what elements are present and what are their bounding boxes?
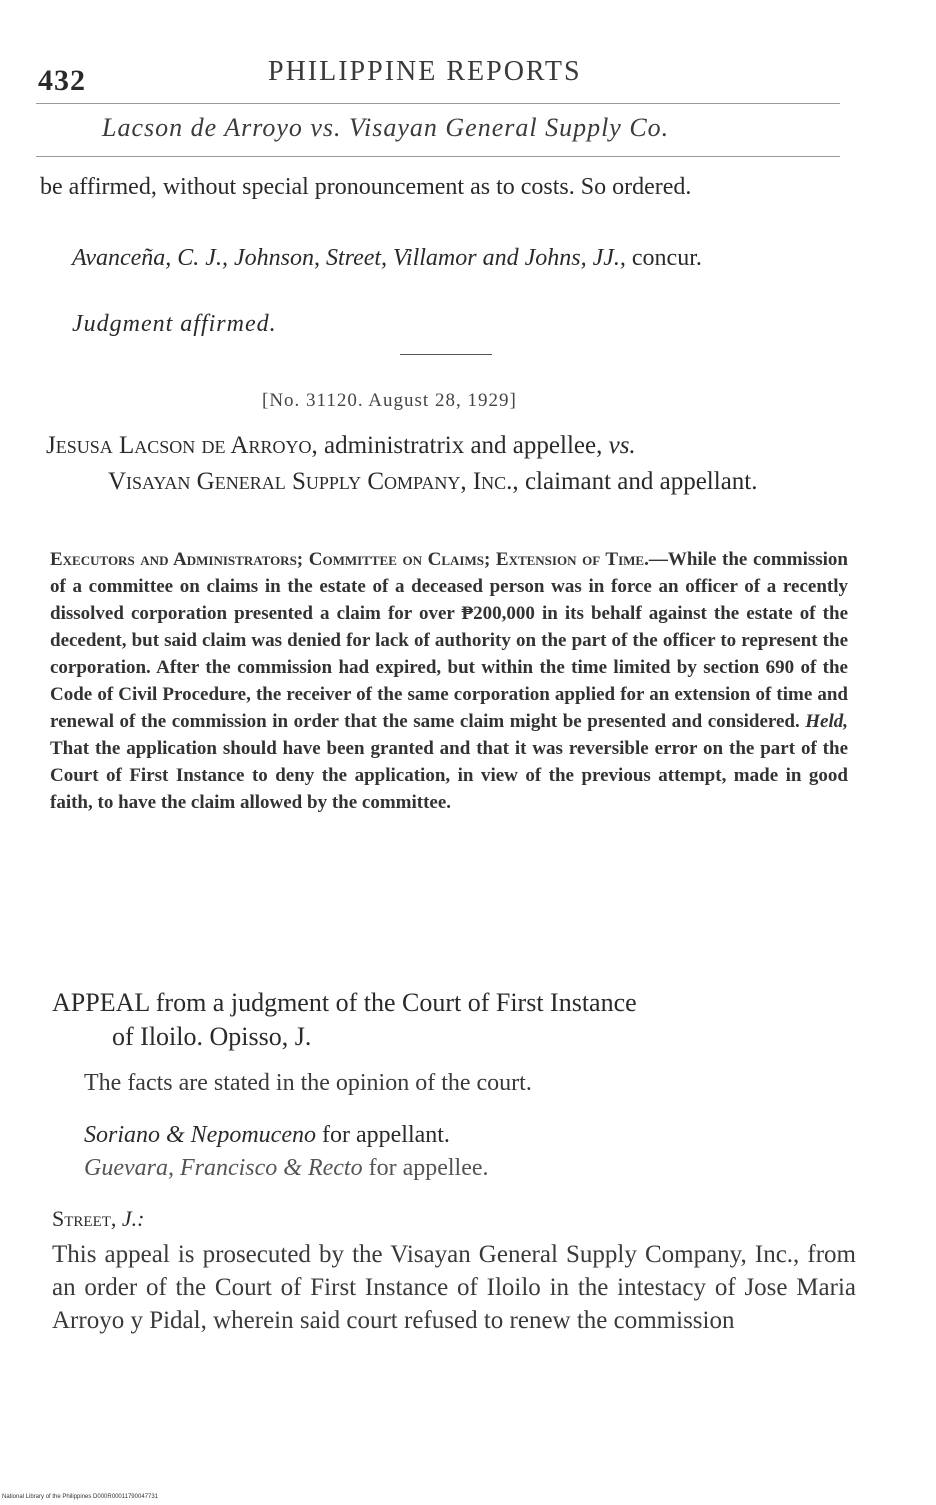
syllabus-heading: Executors and Administrators; Committee on Claims; Extension of Time.: [50, 549, 649, 570]
counsel-appellant-names: Soriano & Nepomuceno: [84, 1122, 316, 1148]
appeal-statement: [52, 986, 852, 1054]
opinion-text: This appeal is prosecuted by the Visayan General Supply Company, Inc., from an order of the Court of First Instance of Iloilo in the intestacy of Jose Maria Arroyo y Pidal, wherein said court refused to renew the commission: [52, 1241, 856, 1334]
appeal-line-2: of Iloilo. Opisso, J.: [112, 1022, 312, 1051]
case-parties: [46, 428, 846, 500]
syllabus-text-part1: While the commission of a committee on claims in the estate of a deceased person was in force an officer of a recently dissolved corporation presented a claim for over ₱200,000 in its behalf against the estate of the decedent, but said claim was denied for lack of authority on the part of the officer to represent the corporation. After the commission had expired, but within the time limited by section 690 of the Code of Civil Procedure, the receiver of the same corporation applied for an extension of time and renewal of the commission in order that the same claim might be presented and considered.: [50, 549, 848, 732]
counsel-appellant-role: for appellant.: [321, 1122, 450, 1148]
header-rule: [36, 103, 840, 104]
prior-case-closing: be affirmed, without special pronouncement as to costs. So ordered.: [40, 174, 692, 200]
versus: vs.: [608, 432, 636, 459]
opinion-author-name: Street,: [52, 1206, 117, 1231]
counsel-appellee-role: for appellee.: [368, 1155, 489, 1181]
concurring-judges: Avanceña, C. J., Johnson, Street, Villamor and Johns, JJ.,: [72, 245, 626, 271]
facts-statement: The facts are stated in the opinion of the court.: [84, 1070, 532, 1096]
party-appellant-role: claimant and appellant.: [524, 468, 758, 495]
syllabus-dash: —: [648, 549, 668, 570]
party-appellee-name: Jesusa Lacson de Arroyo,: [46, 432, 318, 459]
syllabus-text-part2: That the application should have been granted and that it was reversible error on the part of the Court of First Instance to deny the application, in view of the previous attempt, made in good faith, to have the claim allowed by the committee.: [50, 738, 848, 813]
counsel-appellee-names: Guevara, Francisco & Recto: [84, 1155, 363, 1181]
section-divider: [400, 354, 492, 355]
party-appellant: [46, 464, 846, 500]
docket-number: [No. 31120. August 28, 1929]: [262, 390, 517, 411]
scan-credit: National Library of the Philippines D000R00011790047731: [2, 1494, 158, 1500]
concur-word: concur.: [631, 245, 702, 271]
case-running-title: Lacson de Arroyo vs. Visayan General Supply Co.: [102, 113, 670, 142]
counsel-appellee: [84, 1155, 489, 1182]
opinion-author-title: J.:: [121, 1206, 145, 1231]
counsel-appellant: [84, 1122, 450, 1149]
page-number: 432: [38, 64, 86, 97]
appeal-line-1: APPEAL from a judgment of the Court of First Instance: [52, 988, 637, 1017]
running-title: PHILIPPINE REPORTS: [268, 56, 582, 87]
subheader-rule: [36, 156, 840, 157]
concurring-line: [40, 240, 848, 276]
party-appellee-role: administratrix and appellee,: [323, 432, 603, 459]
syllabus: [50, 546, 848, 816]
judgment-disposition: Judgment affirmed.: [72, 311, 277, 337]
opinion-author: [52, 1206, 144, 1232]
syllabus-held-label: Held,: [805, 711, 848, 732]
party-appellant-name: Visayan General Supply Company, Inc.,: [108, 468, 519, 495]
